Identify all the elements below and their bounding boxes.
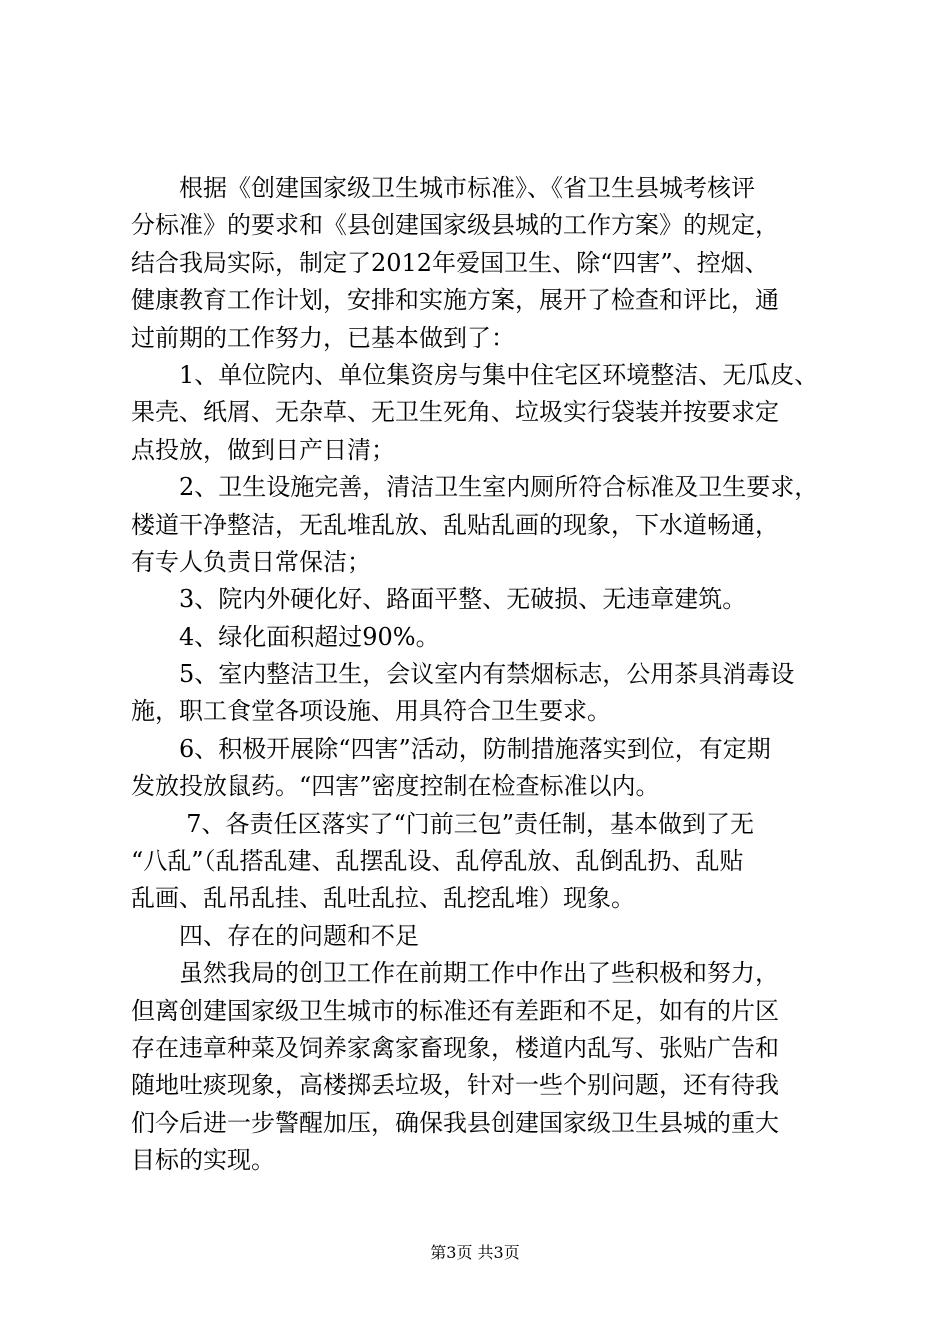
body-text-line: 四、存在的问题和不足: [179, 921, 419, 950]
body-text-line: 3、院内外硬化好、路面平整、无破损、无违章建筑。: [179, 585, 747, 614]
body-text-line: 但离创建国家级卫生城市的标准还有差距和不足，如有的片区: [131, 996, 779, 1025]
body-text-line: 楼道干净整洁，无乱堆乱放、乱贴乱画的现象，下水道畅通，: [131, 510, 779, 539]
body-text-line: 随地吐痰现象，高楼掷丢垃圾，针对一些个别问题，还有待我: [131, 1071, 779, 1100]
page-footer: 第3页 共3页: [430, 1243, 520, 1262]
body-text-line: 们今后进一步警醒加压，确保我县创建国家级卫生县城的重大: [131, 1108, 779, 1137]
body-text-line: 虽然我局的创卫工作在前期工作中作出了些积极和努力，: [179, 959, 779, 988]
body-text-line: 健康教育工作计划，安排和实施方案，展开了检查和评比，通: [131, 286, 779, 315]
body-text-line: 果壳、纸屑、无杂草、无卫生死角、垃圾实行袋装并按要求定: [131, 398, 779, 427]
body-text-line: 6、积极开展除“四害”活动，防制措施落实到位，有定期: [179, 734, 771, 763]
body-text-line: 过前期的工作努力，已基本做到了：: [131, 323, 515, 352]
body-text-line: 分标准》的要求和《县创建国家级县城的工作方案》的规定，: [131, 211, 779, 240]
body-text-line: 发放投放鼠药。“四害”密度控制在检查标准以内。: [131, 772, 660, 801]
body-text-line: 点投放，做到日产日清；: [131, 435, 395, 464]
document-body: [131, 170, 843, 1180]
body-text-line: 4、绿化面积超过90%。: [179, 622, 440, 651]
body-text-line: 1、单位院内、单位集资房与集中住宅区环境整洁、无瓜皮、: [179, 360, 819, 389]
body-text-line: 结合我局实际，制定了2012年爱国卫生、除“四害”、控烟、: [131, 248, 769, 277]
body-text-line: 存在违章种菜及饲养家禽家畜现象，楼道内乱写、张贴广告和: [131, 1033, 779, 1062]
body-text-line: 5、室内整洁卫生，会议室内有禁烟标志，公用茶具消毒设: [179, 660, 795, 689]
body-text-line: 7、各责任区落实了“门前三包”责任制，基本做到了无: [186, 809, 754, 838]
body-text-line: 2、卫生设施完善，清洁卫生室内厕所符合标准及卫生要求，: [179, 473, 819, 502]
body-text-line: 施，职工食堂各项设施、用具符合卫生要求。: [131, 697, 611, 726]
body-text-line: 乱画、乱吊乱挂、乱吐乱拉、乱挖乱堆）现象。: [131, 884, 635, 913]
body-text-line: 根据《创建国家级卫生城市标准》、《省卫生县城考核评: [179, 174, 755, 202]
body-text-line: 目标的实现。: [131, 1146, 275, 1175]
body-text-line: “八乱”（乱搭乱建、乱摆乱设、乱停乱放、乱倒乱扔、乱贴: [131, 847, 744, 876]
body-text-line: 有专人负责日常保洁；: [131, 547, 371, 576]
